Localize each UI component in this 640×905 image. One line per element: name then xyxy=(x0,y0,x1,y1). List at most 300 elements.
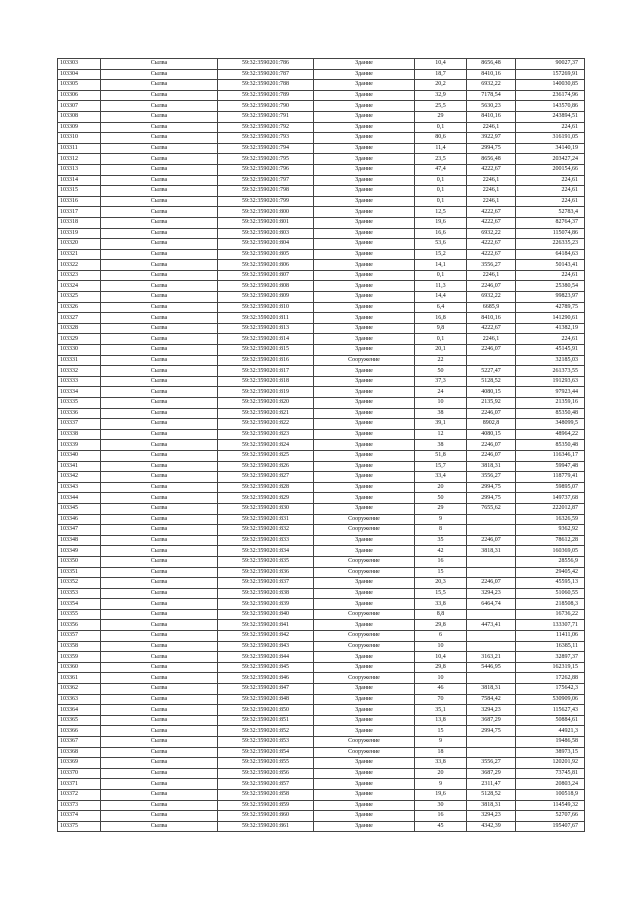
area-cell: 9 xyxy=(415,514,467,525)
object-type-cell: Здание xyxy=(314,69,415,80)
object-type-cell: Здание xyxy=(314,726,415,737)
row-number-cell: 103316 xyxy=(58,196,101,207)
table-row xyxy=(58,80,585,91)
table-row xyxy=(58,450,585,461)
cadastral-number-cell: 59:32:3590201:830 xyxy=(218,503,314,514)
area-cell: 12 xyxy=(415,429,467,440)
unit-price-cell: 2311,47 xyxy=(467,779,516,790)
unit-price-cell: 4222,67 xyxy=(467,207,516,218)
table-row xyxy=(58,747,585,758)
row-number-cell: 103374 xyxy=(58,811,101,822)
object-type-cell: Здание xyxy=(314,472,415,483)
unit-price-cell: 3294,23 xyxy=(467,705,516,716)
cadastral-number-cell: 59:32:3590201:796 xyxy=(218,164,314,175)
unit-price-cell xyxy=(467,525,516,536)
area-cell: 16 xyxy=(415,556,467,567)
object-type-cell: Здание xyxy=(314,652,415,663)
object-type-cell: Здание xyxy=(314,302,415,313)
registry-table xyxy=(57,58,585,832)
row-number-cell: 103323 xyxy=(58,270,101,281)
locality-cell: Сылва xyxy=(101,758,218,769)
row-number-cell: 103357 xyxy=(58,631,101,642)
locality-cell: Сылва xyxy=(101,673,218,684)
unit-price-cell: 4080,15 xyxy=(467,387,516,398)
area-cell: 0,1 xyxy=(415,196,467,207)
table-row xyxy=(58,694,585,705)
cadastral-cost-cell: 19486,58 xyxy=(516,737,585,748)
unit-price-cell: 6932,22 xyxy=(467,80,516,91)
cadastral-number-cell: 59:32:3590201:859 xyxy=(218,800,314,811)
object-type-cell: Сооружение xyxy=(314,514,415,525)
area-cell: 50 xyxy=(415,366,467,377)
row-number-cell: 103307 xyxy=(58,101,101,112)
row-number-cell: 103351 xyxy=(58,567,101,578)
table-row xyxy=(58,631,585,642)
object-type-cell: Здание xyxy=(314,281,415,292)
unit-price-cell: 3818,31 xyxy=(467,684,516,695)
row-number-cell: 103304 xyxy=(58,69,101,80)
row-number-cell: 103311 xyxy=(58,143,101,154)
unit-price-cell: 3556,27 xyxy=(467,472,516,483)
table-row xyxy=(58,726,585,737)
object-type-cell: Здание xyxy=(314,175,415,186)
locality-cell: Сылва xyxy=(101,69,218,80)
cadastral-number-cell: 59:32:3590201:824 xyxy=(218,440,314,451)
area-cell: 38 xyxy=(415,440,467,451)
table-row xyxy=(58,323,585,334)
object-type-cell: Здание xyxy=(314,217,415,228)
row-number-cell: 103356 xyxy=(58,620,101,631)
row-number-cell: 103315 xyxy=(58,186,101,197)
locality-cell: Сылва xyxy=(101,80,218,91)
locality-cell: Сылва xyxy=(101,164,218,175)
table-row xyxy=(58,408,585,419)
locality-cell: Сылва xyxy=(101,101,218,112)
table-row xyxy=(58,260,585,271)
cadastral-cost-cell: 195407,67 xyxy=(516,821,585,832)
locality-cell: Сылва xyxy=(101,821,218,832)
cadastral-cost-cell: 118779,41 xyxy=(516,472,585,483)
unit-price-cell: 5128,52 xyxy=(467,376,516,387)
area-cell: 45 xyxy=(415,821,467,832)
area-cell: 46 xyxy=(415,684,467,695)
row-number-cell: 103347 xyxy=(58,525,101,536)
unit-price-cell: 7178,54 xyxy=(467,90,516,101)
locality-cell: Сылва xyxy=(101,715,218,726)
area-cell: 51,8 xyxy=(415,450,467,461)
cadastral-number-cell: 59:32:3590201:820 xyxy=(218,398,314,409)
area-cell: 24 xyxy=(415,387,467,398)
unit-price-cell xyxy=(467,747,516,758)
row-number-cell: 103345 xyxy=(58,503,101,514)
table-row xyxy=(58,122,585,133)
cadastral-number-cell: 59:32:3590201:793 xyxy=(218,133,314,144)
object-type-cell: Здание xyxy=(314,366,415,377)
unit-price-cell: 2994,75 xyxy=(467,493,516,504)
row-number-cell: 103373 xyxy=(58,800,101,811)
area-cell: 10,4 xyxy=(415,59,467,70)
object-type-cell: Здание xyxy=(314,535,415,546)
cadastral-number-cell: 59:32:3590201:813 xyxy=(218,323,314,334)
unit-price-cell: 8410,16 xyxy=(467,111,516,122)
row-number-cell: 103342 xyxy=(58,472,101,483)
object-type-cell: Здание xyxy=(314,80,415,91)
object-type-cell: Здание xyxy=(314,705,415,716)
cadastral-cost-cell: 236174,96 xyxy=(516,90,585,101)
locality-cell: Сылва xyxy=(101,249,218,260)
unit-price-cell: 3687,29 xyxy=(467,715,516,726)
unit-price-cell: 7584,42 xyxy=(467,694,516,705)
cadastral-cost-cell: 41382,19 xyxy=(516,323,585,334)
area-cell: 16,6 xyxy=(415,228,467,239)
area-cell: 9,8 xyxy=(415,323,467,334)
object-type-cell: Здание xyxy=(314,111,415,122)
table-row xyxy=(58,302,585,313)
table-row xyxy=(58,811,585,822)
table-row xyxy=(58,143,585,154)
unit-price-cell: 8410,16 xyxy=(467,313,516,324)
unit-price-cell: 2246,1 xyxy=(467,196,516,207)
cadastral-number-cell: 59:32:3590201:853 xyxy=(218,737,314,748)
unit-price-cell: 8656,48 xyxy=(467,59,516,70)
unit-price-cell: 5128,52 xyxy=(467,789,516,800)
area-cell: 19,6 xyxy=(415,789,467,800)
locality-cell: Сылва xyxy=(101,726,218,737)
cadastral-number-cell: 59:32:3590201:833 xyxy=(218,535,314,546)
cadastral-number-cell: 59:32:3590201:818 xyxy=(218,376,314,387)
object-type-cell: Здание xyxy=(314,292,415,303)
table-row xyxy=(58,207,585,218)
table-row xyxy=(58,514,585,525)
cadastral-number-cell: 59:32:3590201:822 xyxy=(218,419,314,430)
object-type-cell: Сооружение xyxy=(314,556,415,567)
locality-cell: Сылва xyxy=(101,652,218,663)
table-row xyxy=(58,567,585,578)
row-number-cell: 103319 xyxy=(58,228,101,239)
row-number-cell: 103358 xyxy=(58,641,101,652)
table-body xyxy=(58,59,585,832)
area-cell: 29,8 xyxy=(415,662,467,673)
cadastral-number-cell: 59:32:3590201:808 xyxy=(218,281,314,292)
locality-cell: Сылва xyxy=(101,419,218,430)
area-cell: 25,5 xyxy=(415,101,467,112)
row-number-cell: 103354 xyxy=(58,599,101,610)
unit-price-cell xyxy=(467,514,516,525)
row-number-cell: 103369 xyxy=(58,758,101,769)
row-number-cell: 103339 xyxy=(58,440,101,451)
table-row xyxy=(58,525,585,536)
cadastral-cost-cell: 224,61 xyxy=(516,186,585,197)
cadastral-number-cell: 59:32:3590201:856 xyxy=(218,768,314,779)
table-row xyxy=(58,217,585,228)
object-type-cell: Сооружение xyxy=(314,609,415,620)
table-row xyxy=(58,662,585,673)
row-number-cell: 103364 xyxy=(58,705,101,716)
table-row xyxy=(58,175,585,186)
unit-price-cell xyxy=(467,737,516,748)
row-number-cell: 103370 xyxy=(58,768,101,779)
locality-cell: Сылва xyxy=(101,207,218,218)
locality-cell: Сылва xyxy=(101,387,218,398)
object-type-cell: Здание xyxy=(314,789,415,800)
cadastral-number-cell: 59:32:3590201:791 xyxy=(218,111,314,122)
unit-price-cell: 4222,67 xyxy=(467,249,516,260)
locality-cell: Сылва xyxy=(101,408,218,419)
cadastral-number-cell: 59:32:3590201:838 xyxy=(218,588,314,599)
cadastral-cost-cell: 51060,55 xyxy=(516,588,585,599)
locality-cell: Сылва xyxy=(101,111,218,122)
area-cell: 20,1 xyxy=(415,345,467,356)
unit-price-cell xyxy=(467,556,516,567)
cadastral-cost-cell: 218508,3 xyxy=(516,599,585,610)
cadastral-number-cell: 59:32:3590201:787 xyxy=(218,69,314,80)
table-row xyxy=(58,789,585,800)
object-type-cell: Здание xyxy=(314,164,415,175)
cadastral-number-cell: 59:32:3590201:804 xyxy=(218,239,314,250)
locality-cell: Сылва xyxy=(101,196,218,207)
unit-price-cell: 2994,75 xyxy=(467,726,516,737)
area-cell: 22 xyxy=(415,355,467,366)
row-number-cell: 103334 xyxy=(58,387,101,398)
area-cell: 0,1 xyxy=(415,270,467,281)
unit-price-cell xyxy=(467,641,516,652)
table-row xyxy=(58,228,585,239)
unit-price-cell: 2246,07 xyxy=(467,440,516,451)
row-number-cell: 103338 xyxy=(58,429,101,440)
cadastral-number-cell: 59:32:3590201:798 xyxy=(218,186,314,197)
cadastral-cost-cell: 16385,11 xyxy=(516,641,585,652)
cadastral-number-cell: 59:32:3590201:844 xyxy=(218,652,314,663)
cadastral-cost-cell: 38973,15 xyxy=(516,747,585,758)
unit-price-cell: 5446,95 xyxy=(467,662,516,673)
locality-cell: Сылва xyxy=(101,800,218,811)
locality-cell: Сылва xyxy=(101,694,218,705)
cadastral-cost-cell: 261373,55 xyxy=(516,366,585,377)
table-row xyxy=(58,705,585,716)
locality-cell: Сылва xyxy=(101,609,218,620)
locality-cell: Сылва xyxy=(101,450,218,461)
cadastral-cost-cell: 224,61 xyxy=(516,196,585,207)
locality-cell: Сылва xyxy=(101,737,218,748)
cadastral-cost-cell: 64184,63 xyxy=(516,249,585,260)
object-type-cell: Здание xyxy=(314,154,415,165)
locality-cell: Сылва xyxy=(101,175,218,186)
cadastral-cost-cell: 157269,91 xyxy=(516,69,585,80)
locality-cell: Сылва xyxy=(101,472,218,483)
cadastral-cost-cell: 226335,23 xyxy=(516,239,585,250)
locality-cell: Сылва xyxy=(101,228,218,239)
unit-price-cell: 2246,1 xyxy=(467,122,516,133)
locality-cell: Сылва xyxy=(101,535,218,546)
cadastral-number-cell: 59:32:3590201:842 xyxy=(218,631,314,642)
row-number-cell: 103375 xyxy=(58,821,101,832)
cadastral-cost-cell: 143570,86 xyxy=(516,101,585,112)
cadastral-cost-cell: 116346,17 xyxy=(516,450,585,461)
area-cell: 8 xyxy=(415,525,467,536)
cadastral-cost-cell: 85350,48 xyxy=(516,408,585,419)
locality-cell: Сылва xyxy=(101,493,218,504)
object-type-cell: Здание xyxy=(314,503,415,514)
cadastral-number-cell: 59:32:3590201:790 xyxy=(218,101,314,112)
cadastral-number-cell: 59:32:3590201:805 xyxy=(218,249,314,260)
cadastral-number-cell: 59:32:3590201:847 xyxy=(218,684,314,695)
area-cell: 10 xyxy=(415,673,467,684)
table-row xyxy=(58,800,585,811)
row-number-cell: 103343 xyxy=(58,482,101,493)
object-type-cell: Сооружение xyxy=(314,567,415,578)
cadastral-number-cell: 59:32:3590201:809 xyxy=(218,292,314,303)
cadastral-number-cell: 59:32:3590201:861 xyxy=(218,821,314,832)
cadastral-number-cell: 59:32:3590201:857 xyxy=(218,779,314,790)
area-cell: 15 xyxy=(415,726,467,737)
cadastral-cost-cell: 100518,9 xyxy=(516,789,585,800)
object-type-cell: Здание xyxy=(314,387,415,398)
row-number-cell: 103303 xyxy=(58,59,101,70)
unit-price-cell: 2246,07 xyxy=(467,535,516,546)
cadastral-number-cell: 59:32:3590201:817 xyxy=(218,366,314,377)
object-type-cell: Здание xyxy=(314,408,415,419)
cadastral-number-cell: 59:32:3590201:835 xyxy=(218,556,314,567)
cadastral-cost-cell: 90027,37 xyxy=(516,59,585,70)
object-type-cell: Здание xyxy=(314,768,415,779)
unit-price-cell xyxy=(467,355,516,366)
object-type-cell: Здание xyxy=(314,588,415,599)
row-number-cell: 103335 xyxy=(58,398,101,409)
table-row xyxy=(58,419,585,430)
cadastral-cost-cell: 52707,66 xyxy=(516,811,585,822)
object-type-cell: Здание xyxy=(314,196,415,207)
cadastral-number-cell: 59:32:3590201:795 xyxy=(218,154,314,165)
locality-cell: Сылва xyxy=(101,281,218,292)
locality-cell: Сылва xyxy=(101,398,218,409)
table-row xyxy=(58,345,585,356)
cadastral-cost-cell: 224,61 xyxy=(516,334,585,345)
table-row xyxy=(58,440,585,451)
row-number-cell: 103372 xyxy=(58,789,101,800)
unit-price-cell: 2246,07 xyxy=(467,408,516,419)
table-row xyxy=(58,69,585,80)
cadastral-cost-cell: 224,61 xyxy=(516,122,585,133)
row-number-cell: 103366 xyxy=(58,726,101,737)
cadastral-cost-cell: 149737,68 xyxy=(516,493,585,504)
cadastral-cost-cell: 9362,92 xyxy=(516,525,585,536)
locality-cell: Сылва xyxy=(101,779,218,790)
object-type-cell: Сооружение xyxy=(314,737,415,748)
object-type-cell: Сооружение xyxy=(314,525,415,536)
area-cell: 20,3 xyxy=(415,578,467,589)
area-cell: 0,1 xyxy=(415,175,467,186)
object-type-cell: Здание xyxy=(314,800,415,811)
cadastral-cost-cell: 200154,66 xyxy=(516,164,585,175)
object-type-cell: Здание xyxy=(314,207,415,218)
table-row xyxy=(58,387,585,398)
cadastral-cost-cell: 115627,43 xyxy=(516,705,585,716)
unit-price-cell: 5227,47 xyxy=(467,366,516,377)
cadastral-cost-cell: 50143,41 xyxy=(516,260,585,271)
cadastral-cost-cell: 78612,28 xyxy=(516,535,585,546)
locality-cell: Сылва xyxy=(101,514,218,525)
cadastral-cost-cell: 140030,85 xyxy=(516,80,585,91)
row-number-cell: 103314 xyxy=(58,175,101,186)
unit-price-cell xyxy=(467,567,516,578)
area-cell: 30 xyxy=(415,800,467,811)
row-number-cell: 103360 xyxy=(58,662,101,673)
row-number-cell: 103327 xyxy=(58,313,101,324)
table-row xyxy=(58,472,585,483)
cadastral-cost-cell: 48964,22 xyxy=(516,429,585,440)
object-type-cell: Здание xyxy=(314,811,415,822)
unit-price-cell: 3922,97 xyxy=(467,133,516,144)
cadastral-cost-cell: 162319,15 xyxy=(516,662,585,673)
locality-cell: Сылва xyxy=(101,154,218,165)
area-cell: 38 xyxy=(415,408,467,419)
area-cell: 18,7 xyxy=(415,69,467,80)
locality-cell: Сылва xyxy=(101,684,218,695)
cadastral-cost-cell: 50884,61 xyxy=(516,715,585,726)
cadastral-number-cell: 59:32:3590201:826 xyxy=(218,461,314,472)
object-type-cell: Здание xyxy=(314,599,415,610)
cadastral-cost-cell: 203427,24 xyxy=(516,154,585,165)
cadastral-number-cell: 59:32:3590201:821 xyxy=(218,408,314,419)
unit-price-cell xyxy=(467,631,516,642)
object-type-cell: Здание xyxy=(314,186,415,197)
table-row xyxy=(58,641,585,652)
cadastral-number-cell: 59:32:3590201:810 xyxy=(218,302,314,313)
object-type-cell: Здание xyxy=(314,450,415,461)
row-number-cell: 103321 xyxy=(58,249,101,260)
object-type-cell: Сооружение xyxy=(314,641,415,652)
object-type-cell: Здание xyxy=(314,758,415,769)
cadastral-cost-cell: 28556,9 xyxy=(516,556,585,567)
locality-cell: Сылва xyxy=(101,525,218,536)
unit-price-cell: 2246,07 xyxy=(467,450,516,461)
row-number-cell: 103368 xyxy=(58,747,101,758)
locality-cell: Сылва xyxy=(101,631,218,642)
row-number-cell: 103320 xyxy=(58,239,101,250)
area-cell: 6 xyxy=(415,631,467,642)
row-number-cell: 103353 xyxy=(58,588,101,599)
row-number-cell: 103361 xyxy=(58,673,101,684)
cadastral-cost-cell: 222012,87 xyxy=(516,503,585,514)
locality-cell: Сылва xyxy=(101,334,218,345)
table-row xyxy=(58,737,585,748)
unit-price-cell: 3294,23 xyxy=(467,811,516,822)
cadastral-number-cell: 59:32:3590201:854 xyxy=(218,747,314,758)
area-cell: 47,4 xyxy=(415,164,467,175)
object-type-cell: Здание xyxy=(314,133,415,144)
area-cell: 33,4 xyxy=(415,472,467,483)
cadastral-cost-cell: 52783,4 xyxy=(516,207,585,218)
locality-cell: Сылва xyxy=(101,641,218,652)
table-row xyxy=(58,111,585,122)
cadastral-number-cell: 59:32:3590201:846 xyxy=(218,673,314,684)
table-row xyxy=(58,578,585,589)
cadastral-number-cell: 59:32:3590201:851 xyxy=(218,715,314,726)
table-row xyxy=(58,758,585,769)
locality-cell: Сылва xyxy=(101,556,218,567)
area-cell: 37,3 xyxy=(415,376,467,387)
table-row xyxy=(58,133,585,144)
table-row xyxy=(58,599,585,610)
locality-cell: Сылва xyxy=(101,345,218,356)
cadastral-cost-cell: 45595,13 xyxy=(516,578,585,589)
cadastral-number-cell: 59:32:3590201:834 xyxy=(218,546,314,557)
cadastral-cost-cell: 114549,32 xyxy=(516,800,585,811)
row-number-cell: 103331 xyxy=(58,355,101,366)
table-row xyxy=(58,90,585,101)
cadastral-number-cell: 59:32:3590201:828 xyxy=(218,482,314,493)
object-type-cell: Здание xyxy=(314,122,415,133)
